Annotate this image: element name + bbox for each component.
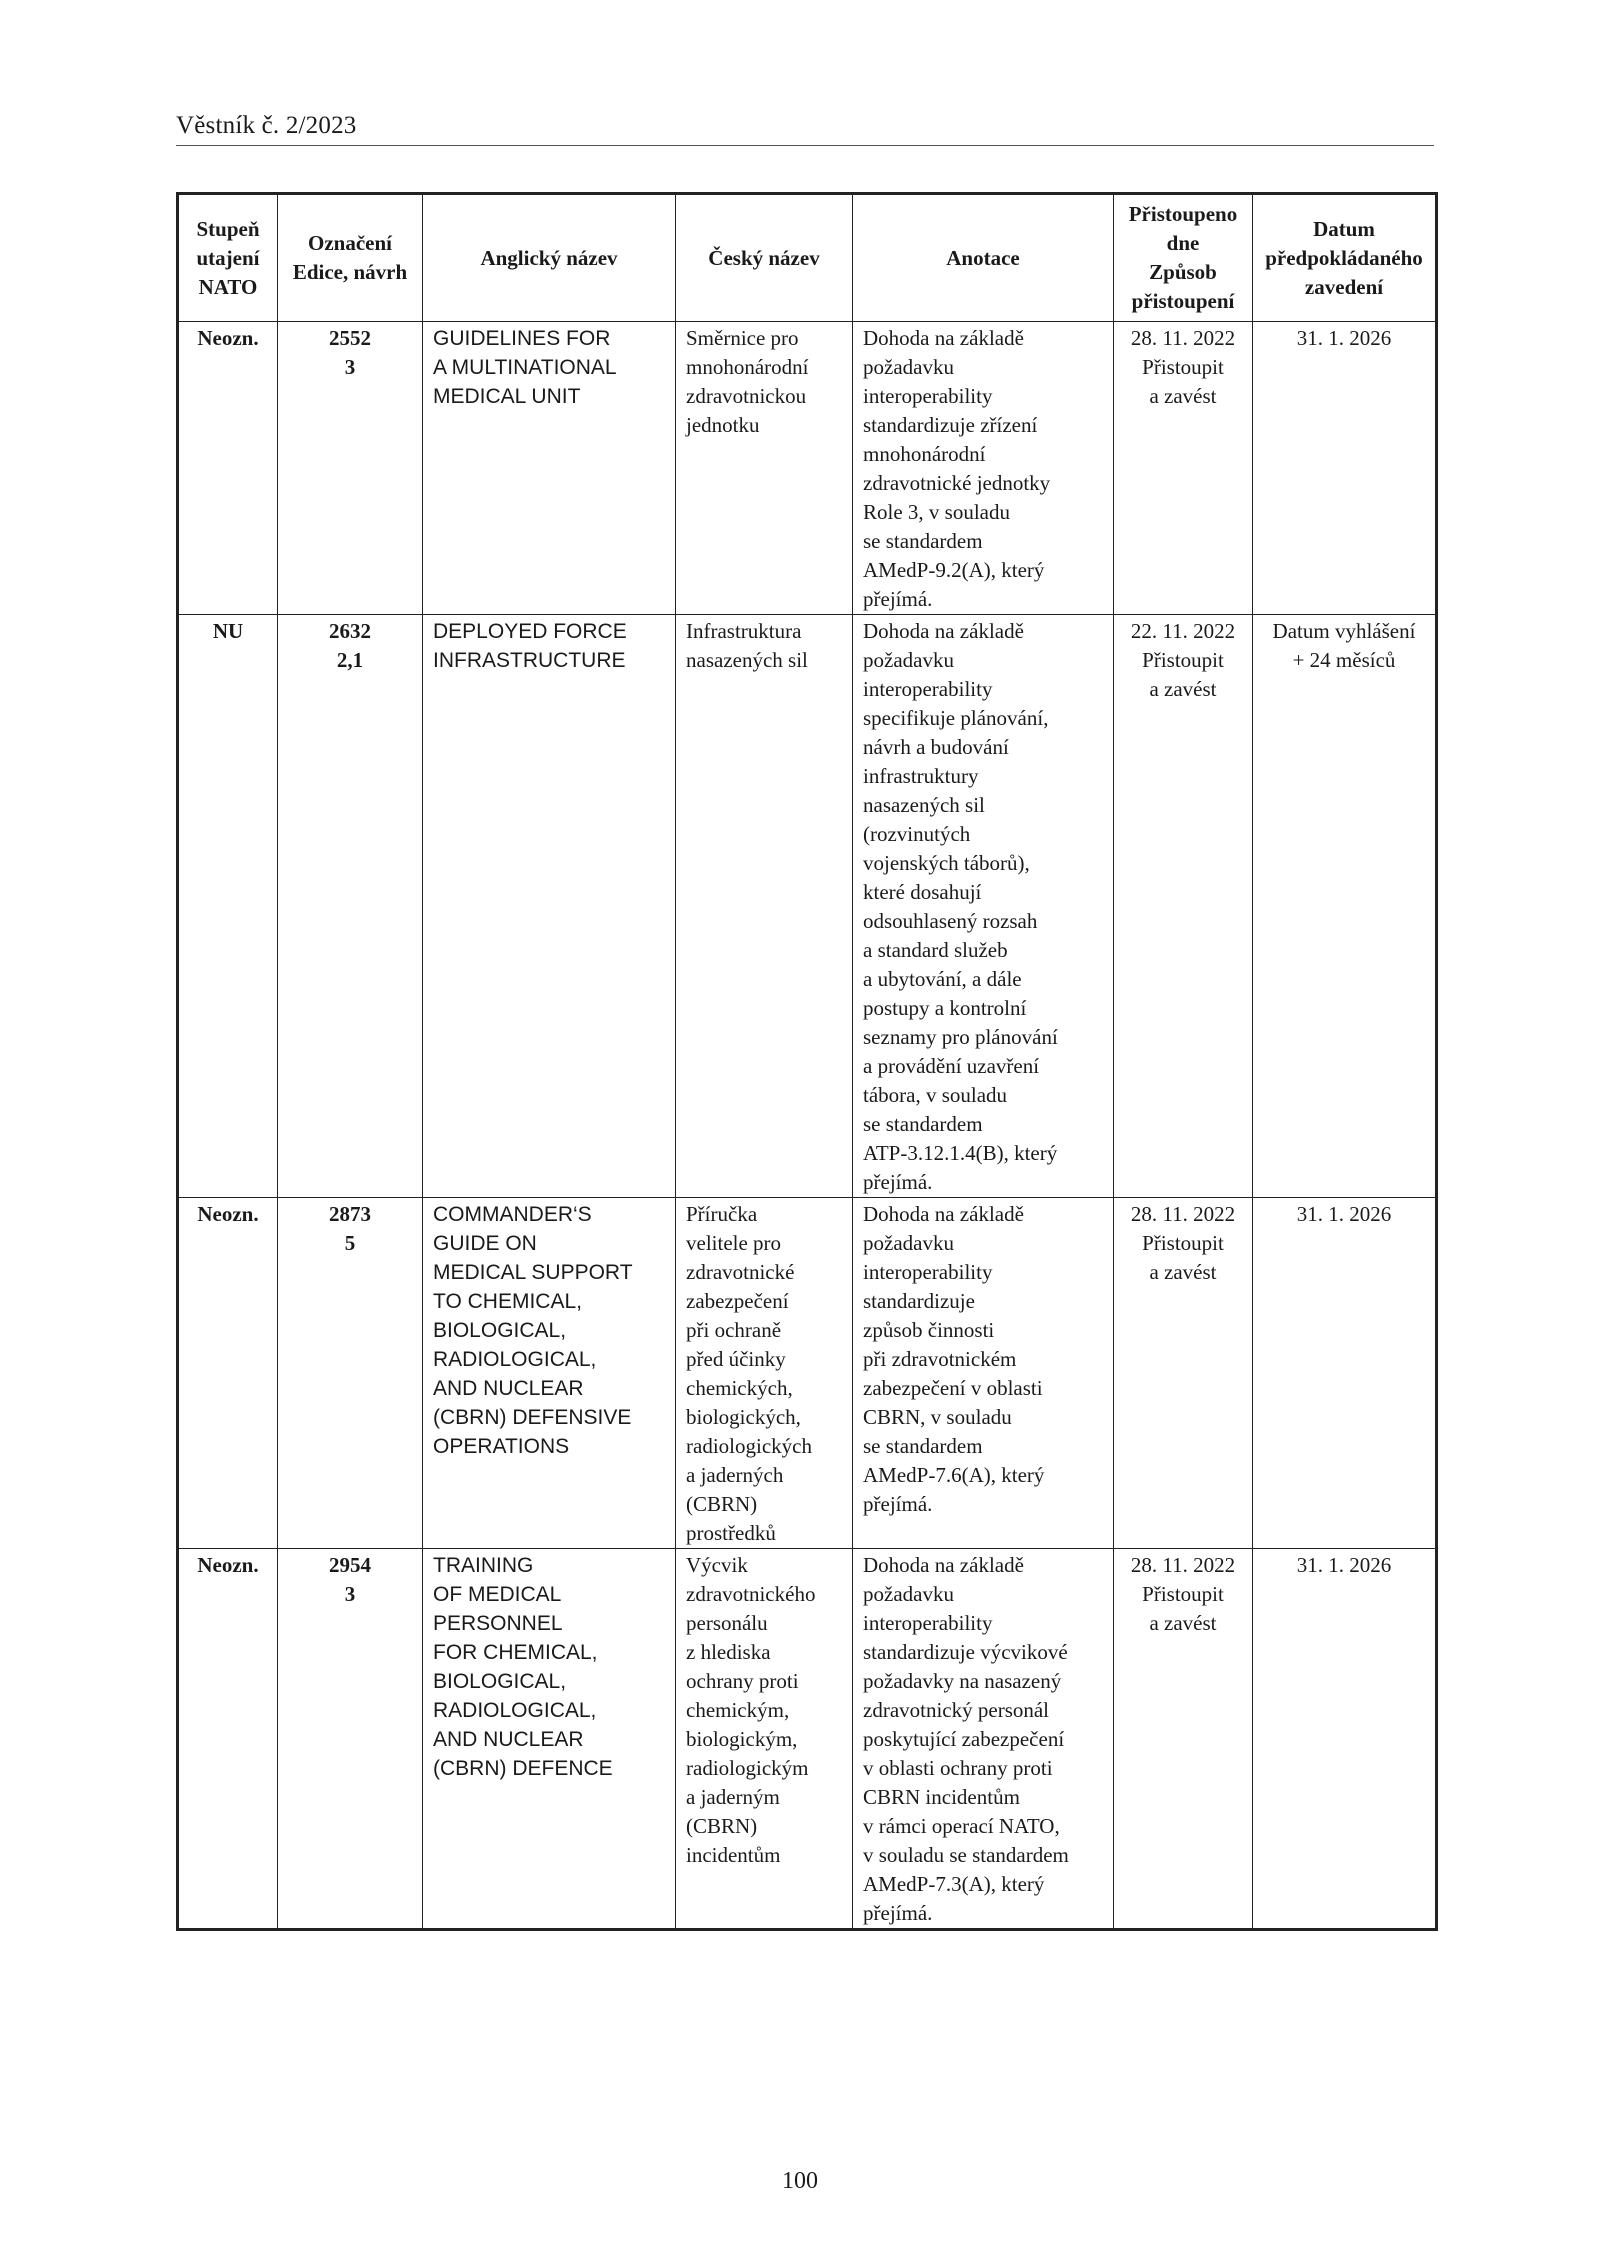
- designation-cell: 2552 3: [278, 322, 423, 615]
- col-header-annotation: Anotace: [853, 194, 1114, 322]
- accession-cell: 28. 11. 2022 Přistoupit a zavést: [1114, 322, 1253, 615]
- page-number: 100: [782, 2168, 818, 2194]
- annotation-cell: Dohoda na základě požadavku interoperability standardizuje výcvikové požadavky na nasazený zdravotnický personál poskytující zabezpečení v oblasti ochrany proti CBRN incidentům v rámci operací NATO, v souladu se standardem AMedP-7.3(A), který přejímá.: [853, 1549, 1114, 1930]
- english-title-cell: COMMANDER‘S GUIDE ON MEDICAL SUPPORT TO CHEMICAL, BIOLOGICAL, RADIOLOGICAL, AND NUCLEAR (CBRN) DEFENSIVE OPERATIONS: [423, 1198, 676, 1549]
- english-title-cell: DEPLOYED FORCE INFRASTRUCTURE: [423, 615, 676, 1198]
- table-row: [178, 322, 1437, 615]
- czech-title-cell: Příručka velitele pro zdravotnické zabezpečení při ochraně před účinky chemických, biologických, radiologických a jaderných (CBRN) prostředků: [676, 1198, 853, 1549]
- annotation-cell: Dohoda na základě požadavku interoperability standardizuje způsob činnosti při zdravotnickém zabezpečení v oblasti CBRN, v souladu se standardem AMedP-7.6(A), který přejímá.: [853, 1198, 1114, 1549]
- table-row: [178, 1549, 1437, 1930]
- classification-cell: Neozn.: [178, 1549, 278, 1930]
- table-row: [178, 1198, 1437, 1549]
- annotation-cell: Dohoda na základě požadavku interoperability specifikuje plánování, návrh a budování infrastruktury nasazených sil (rozvinutých vojenských táborů), které dosahují odsouhlasený rozsah a standard služeb a ubytování, a dále postupy a kontrolní seznamy pro plánování a provádění uzavření tábora, v souladu se standardem ATP-3.12.1.4(B), který přejímá.: [853, 615, 1114, 1198]
- czech-title-cell: Směrnice pro mnohonárodní zdravotnickou jednotku: [676, 322, 853, 615]
- designation-cell: 2632 2,1: [278, 615, 423, 1198]
- accession-cell: 28. 11. 2022 Přistoupit a zavést: [1114, 1198, 1253, 1549]
- annotation-cell: Dohoda na základě požadavku interoperability standardizuje zřízení mnohonárodní zdravotnické jednotky Role 3, v souladu se standardem AMedP-9.2(A), který přejímá.: [853, 322, 1114, 615]
- designation-cell: 2954 3: [278, 1549, 423, 1930]
- col-header-designation: Označení Edice, návrh: [278, 194, 423, 322]
- english-title-cell: TRAINING OF MEDICAL PERSONNEL FOR CHEMICAL, BIOLOGICAL, RADIOLOGICAL, AND NUCLEAR (CBRN) DEFENCE: [423, 1549, 676, 1930]
- col-header-english-title: Anglický název: [423, 194, 676, 322]
- introduction-date-cell: 31. 1. 2026: [1253, 322, 1437, 615]
- english-title-cell: GUIDELINES FOR A MULTINATIONAL MEDICAL UNIT: [423, 322, 676, 615]
- accession-cell: 22. 11. 2022 Přistoupit a zavést: [1114, 615, 1253, 1198]
- col-header-classification: Stupeň utajení NATO: [178, 194, 278, 322]
- introduction-date-cell: 31. 1. 2026: [1253, 1198, 1437, 1549]
- designation-cell: 2873 5: [278, 1198, 423, 1549]
- table-header-row: [178, 194, 1437, 322]
- classification-cell: Neozn.: [178, 322, 278, 615]
- introduction-date-cell: 31. 1. 2026: [1253, 1549, 1437, 1930]
- running-head: Věstník č. 2/2023: [176, 112, 357, 139]
- col-header-accession: Přistoupeno dne Způsob přistoupení: [1114, 194, 1253, 322]
- standards-table: [176, 192, 1438, 1931]
- introduction-date-cell: Datum vyhlášení + 24 měsíců: [1253, 615, 1437, 1198]
- czech-title-cell: Infrastruktura nasazených sil: [676, 615, 853, 1198]
- czech-title-cell: Výcvik zdravotnického personálu z hlediska ochrany proti chemickým, biologickým, radiologickým a jaderným (CBRN) incidentům: [676, 1549, 853, 1930]
- header-rule: [176, 145, 1434, 146]
- classification-cell: Neozn.: [178, 1198, 278, 1549]
- col-header-czech-title: Český název: [676, 194, 853, 322]
- col-header-introduction-date: Datum předpokládaného zavedení: [1253, 194, 1437, 322]
- table-row: [178, 615, 1437, 1198]
- accession-cell: 28. 11. 2022 Přistoupit a zavést: [1114, 1549, 1253, 1930]
- classification-cell: NU: [178, 615, 278, 1198]
